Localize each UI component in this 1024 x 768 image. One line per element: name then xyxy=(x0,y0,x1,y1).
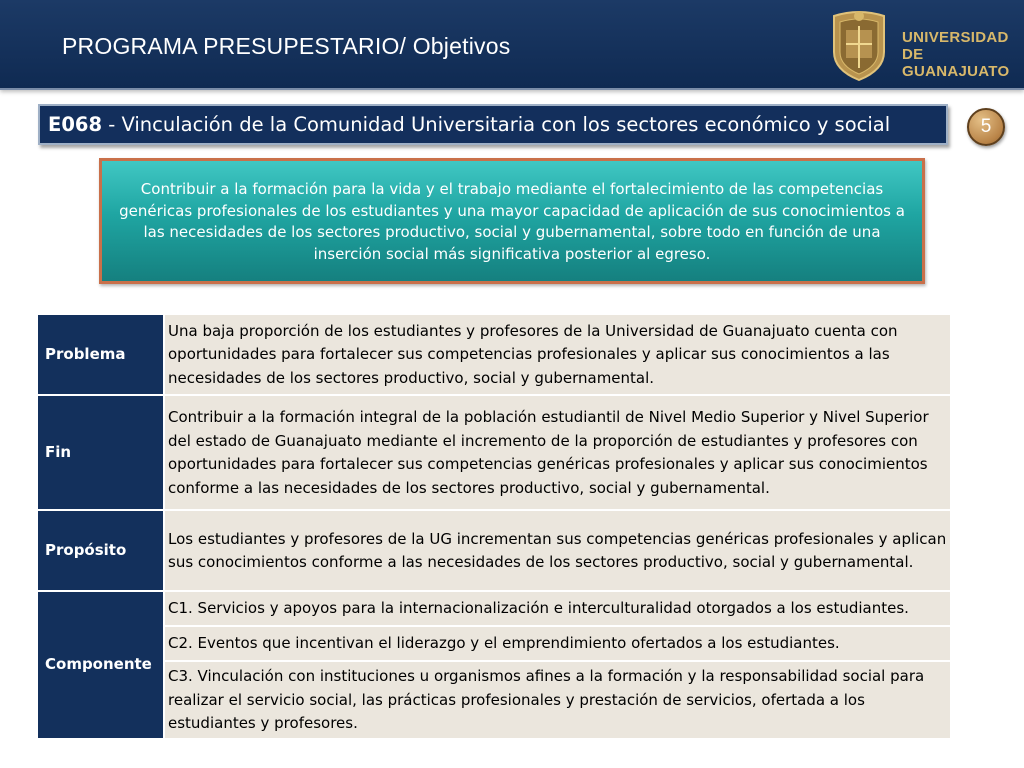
university-shield-icon xyxy=(824,8,894,82)
logo-line-1: UNIVERSIDAD DE xyxy=(902,29,1009,63)
table-row-componente-2 xyxy=(38,626,950,661)
program-name: - Vinculación de la Comunidad Universitaria con los sectores económico y social xyxy=(102,113,891,136)
page-title: PROGRAMA PRESUPESTARIO/ Objetivos xyxy=(62,33,511,59)
table-row-componente-3 xyxy=(38,661,950,739)
objective-box xyxy=(99,158,925,284)
university-logo xyxy=(818,8,1018,84)
objectives-matrix-table xyxy=(38,315,950,740)
logo-line-2: GUANAJUATO xyxy=(902,63,1010,80)
row-label-problema: Problema xyxy=(38,315,164,395)
header-bar xyxy=(0,0,1024,90)
university-name xyxy=(902,29,1018,80)
row-text-problema: Una baja proporción de los estudiantes y profesores de la Universidad de Guanajuato cuenta con oportunidades para fortalecer sus competencias profesionales y aplicar sus conocimientos a las necesidades de los sectores productivo, social y gubernamental. xyxy=(164,315,950,395)
row-text-fin: Contribuir a la formación integral de la población estudiantil de Nivel Medio Superior y Nivel Superior del estado de Guanajuato mediante el incremento de la proporción de estudiantes y profesores con oportunidades para fortalecer sus competencias genéricas profesionales y aplicar sus conocimientos conforme a las necesidades de los sectores productivo, social y gubernamental. xyxy=(164,395,950,510)
component-item-c3: C3. Vinculación con instituciones u organismos afines a la formación y la responsabilidad social para realizar el servicio social, las prácticas profesionales y prestación de servicios, ofertada a los estudiantes y profesores. xyxy=(164,661,950,739)
table-row-componente-1 xyxy=(38,591,950,626)
component-item-c2: C2. Eventos que incentivan el liderazgo y el emprendimiento ofertados a los estudiantes. xyxy=(164,626,950,661)
page-number-badge: 5 xyxy=(967,108,1005,146)
table-row-problema xyxy=(38,315,950,395)
program-code: E068 xyxy=(48,113,103,136)
row-label-proposito: Propósito xyxy=(38,510,164,591)
objective-text: Contribuir a la formación para la vida y el trabajo mediante el fortalecimiento de las competencias genéricas profesionales de los estudiantes y una mayor capacidad de aplicación de sus conocimientos a las necesidades de los sectores productivo, social y gubernamental, sobre todo en función de una inserción social más significativa posterior al egreso. xyxy=(102,161,922,281)
row-text-proposito: Los estudiantes y profesores de la UG incrementan sus competencias genéricas profesionales y aplican sus conocimientos conforme a las necesidades de los sectores productivo, social y gubernamental. xyxy=(164,510,950,591)
component-item-c1: C1. Servicios y apoyos para la internacionalización e interculturalidad otorgados a los estudiantes. xyxy=(164,591,950,626)
table-row-fin xyxy=(38,395,950,510)
row-label-fin: Fin xyxy=(38,395,164,510)
program-title-bar xyxy=(38,104,948,145)
table-row-proposito xyxy=(38,510,950,591)
row-label-componente: Componente xyxy=(38,591,164,739)
